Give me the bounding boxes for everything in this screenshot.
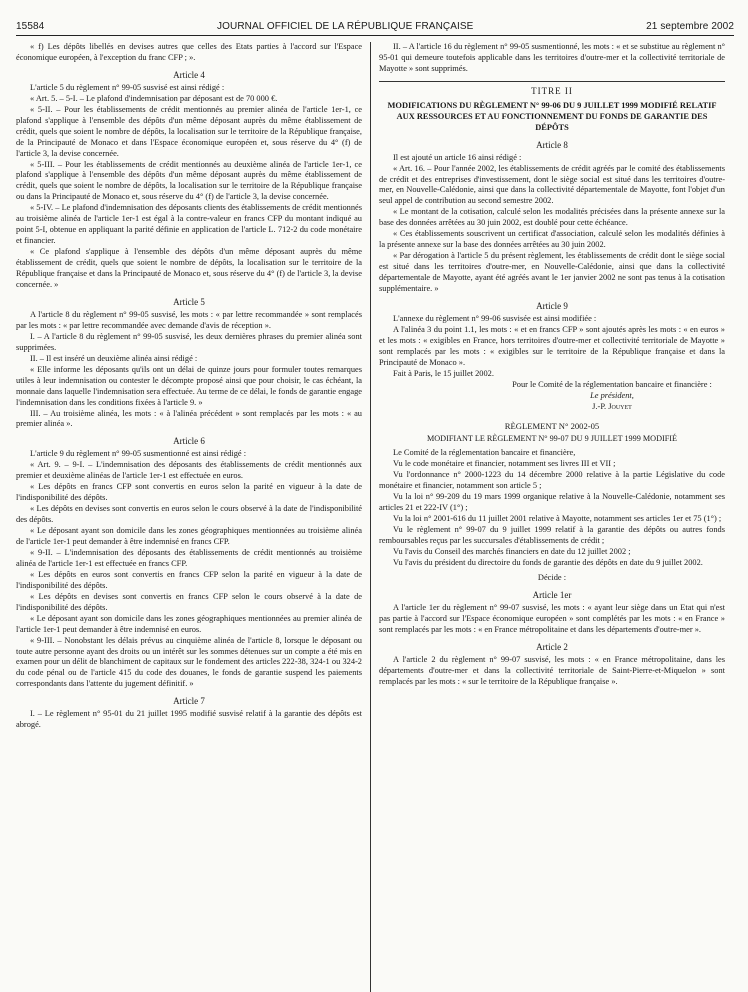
paragraph: A l'alinéa 3 du point 1.1, les mots : « et en francs CFP » sont ajoutés après les mots : « en euros » et les mots : « exigibles en France, hors territoires d'outre-mer et collectivité territoriale de Mayotte » sont remplacés par les mots : « exigibles sur le territoire de la République française et dans la Principauté de Monaco ». — [379, 324, 725, 367]
paragraph: A l'article 8 du règlement n° 99-05 susvisé, les mots : « par lettre recommandée » sont remplacés par les mots : « par lettre recommandée avec demande d'avis de réception ». — [16, 309, 362, 330]
paragraph: Vu l'ordonnance n° 2000-1223 du 14 décembre 2000 relative à la partie Législative du code monétaire et financier, notamment son article 5 ; — [379, 470, 725, 491]
page-header — [16, 0, 734, 36]
paragraph: « Ces établissements souscrivent un certificat d'association, calculé selon les modalités définies à la présente annexe sur la base des données arrêtées au 30 juin 2002. — [379, 229, 725, 250]
columns — [16, 42, 734, 992]
paragraph: I. – A l'article 8 du règlement n° 99-05 susvisé, les deux dernières phrases du premier alinéa sont supprimées. — [16, 331, 362, 352]
paragraph: III. – Au troisième alinéa, les mots : « à l'alinéa précédent » sont remplacés par les mots : « au premier alinéa ». — [16, 408, 362, 429]
paragraph: L'annexe du règlement n° 99-06 susvisée est ainsi modifiée : — [393, 313, 597, 323]
paragraph: A l'article 2 du règlement n° 99-07 susvisé, les mots : « en France métropolitaine, dans les départements d'outre-mer et dans la collectivité territoriale de Saint-Pierre-et-Miquelon » sont remplacés par les mots : « sur le territoire de la République française ». — [379, 654, 725, 686]
article-heading: Article 2 — [536, 641, 568, 652]
paragraph: « Ce plafond s'applique à l'ensemble des dépôts d'un même déposant auprès du même établissement de crédit, quels que soient le nombre de dépôts, la localisation sur le territoire de la République française et dans la Principauté de Monaco et, sous réserve du 4° (f) de l'article 3, la devise concernée. » — [16, 247, 362, 290]
paragraph: A l'article 1er du règlement n° 99-07 susvisé, les mots : « ayant leur siège dans un Etat qui n'est pas partie à l'accord sur l'Espace économique européen » sont complétés par les mots : « en France » sont remplacés par les mots : « en France métropolitaine et dans les départements d'outre-mer ». — [379, 602, 725, 634]
article-heading: Article 9 — [536, 301, 568, 312]
regulation-subtitle: MODIFIANT LE RÈGLEMENT N° 99-07 DU 9 JUILLET 1999 MODIFIÉ — [426, 433, 678, 443]
paragraph: Vu l'avis du Conseil des marchés financiers en date du 12 juillet 2002 ; — [393, 547, 631, 557]
journal-title: JOURNAL OFFICIEL DE LA RÉPUBLIQUE FRANÇAISE — [217, 21, 474, 32]
paragraph: « Les dépôts en devises sont convertis en euros selon le cours observé à la date de l'indisponibilité des dépôts. — [16, 504, 362, 525]
page-number: 15584 — [16, 21, 45, 32]
paragraph: « Art. 9. – 9-I. – L'indemnisation des déposants des établissements de crédit mentionnés aux premier et deuxième alinéas de l'article 1er-1 est effectuée en euros. — [16, 460, 362, 481]
article-heading: Article 7 — [173, 696, 205, 707]
issue-date: 21 septembre 2002 — [646, 21, 734, 32]
signature-name: J.-P. Jouyet — [592, 401, 632, 411]
paragraph: « Elle informe les déposants qu'ils ont un délai de quinze jours pour formuler toutes remarques utiles à leur indemnisation ou contester le décompte proposé ainsi que pour choisir, le cas échéant, la monnaie dans laquelle l'indemnisation sera effectuée. Au terme de ce délai, le fonds de garantie engage l'indemnisation dans les conditions fixées à l'article 9. » — [16, 364, 362, 407]
paragraph: Vu le code monétaire et financier, notamment ses livres III et VII ; — [393, 459, 616, 469]
paragraph: « Art. 5. – 5-I. – Le plafond d'indemnisation par déposant est de 70 000 €. — [30, 93, 278, 103]
signature-role: Le président, — [590, 390, 634, 400]
section-title: TITRE II — [379, 81, 725, 97]
paragraph: « Le déposant ayant son domicile dans les zones géographiques mentionnées au premier alinéa de l'article 1er-1 peut demander à être indemnisé en euros. — [16, 613, 362, 634]
right-column — [370, 42, 725, 992]
paragraph: Vu l'avis du président du directoire du fonds de garantie des dépôts en date du 9 juillet 2002. — [393, 557, 703, 567]
paragraph: II. – Il est inséré un deuxième alinéa ainsi rédigé : — [30, 353, 198, 363]
paragraph: « 9-II. – L'indemnisation des déposants des établissements de crédit mentionnés au troisième alinéa de l'article 1er-1 est effectuée en francs CFP. — [16, 547, 362, 568]
paragraph: « 5-III. – Pour les établissements de crédit mentionnés au deuxième alinéa de l'article 1er-1, ce plafond s'applique à l'ensemble des dépôts d'un même déposant auprès du même établissement de crédit, quels que soient le nombre de dépôts, la localisation sur le territoire de la République française ou dans la Principauté de Monaco et, sous réserve du 4° (f) de l'article 3, la devise concernée. — [16, 159, 362, 202]
article-heading: Article 6 — [173, 436, 205, 447]
section-heading: MODIFICATIONS DU RÈGLEMENT N° 99-06 DU 9 JUILLET 1999 MODIFIÉ RELATIF AUX RESSOURCES ET AU FONCTIONNEMENT DU FONDS DE GARANTIE DES DÉPÔTS — [387, 100, 717, 132]
paragraph: « Les dépôts en devises sont convertis en francs CFP selon le cours observé à la date de l'indisponibilité des dépôts. — [16, 591, 362, 612]
left-column — [16, 42, 370, 992]
paragraph: I. – Le règlement n° 95-01 du 21 juillet 1995 modifié susvisé relatif à la garantie des dépôts est abrogé. — [16, 709, 362, 730]
paragraph: Le Comité de la réglementation bancaire et financière, — [393, 448, 576, 458]
paragraph: « Les dépôts en francs CFP sont convertis en euros selon la parité en vigueur à la date de l'indisponibilité des dépôts. — [16, 482, 362, 503]
paragraph: Vu le règlement n° 99-07 du 9 juillet 1999 relatif à la garantie des dépôts ou autres fonds remboursables reçus par les succursales d'établissements de crédit ; — [379, 525, 725, 546]
paragraph: « Le montant de la cotisation, calculé selon les modalités précisées dans la présente annexe sur la base des données arrêtées au 30 juin 2002, est doublé pour cette échéance. — [379, 207, 725, 228]
paragraph: II. – A l'article 16 du règlement n° 99-05 susmentionné, les mots : « et se substitue au règlement n° 95-01 qui demeure toutefois applicable dans les territoires d'outre-mer et la collectivité territoriale de Mayotte » sont supprimés. — [379, 42, 725, 73]
decision-label: Décide : — [537, 572, 567, 582]
paragraph: « Par dérogation à l'article 5 du présent règlement, les établissements de crédit dont le siège social est situé dans les territoires d'outre-mer, en Nouvelle-Calédonie, ainsi que dans la collectivité départementale de Mayotte, ayant été agréés avant le 1er janvier 2002 ne sont pas tenus à la cotisation supplémentaire. » — [379, 251, 725, 294]
paragraph: « 9-III. – Nonobstant les délais prévus au cinquième alinéa de l'article 8, lorsque le déposant ou toute autre personne ayant des droits ou un intérêt sur les sommes détenues sur un compte a été mis en examen pour un délit de blanchiment de capitaux sur le fondement des articles 222-38, 324-1 ou 324-2 du code pénal ou de l'article 415 du code des douanes, le fonds de garantie suspend les paiements correspondants dans l'attente du jugement définitif. » — [16, 635, 362, 689]
article-heading: Article 4 — [173, 69, 205, 80]
paragraph: Vu la loi n° 2001-616 du 11 juillet 2001 relative à Mayotte, notamment ses articles 1er et 75 (1°) ; — [393, 514, 722, 524]
paragraph: « Le déposant ayant son domicile dans les zones géographiques mentionnées au troisième alinéa de l'article 1er-1 peut demander à être indemnisé en francs CFP. — [16, 526, 362, 546]
paragraph: Fait à Paris, le 15 juillet 2002. — [393, 368, 494, 378]
paragraph: « Art. 16. – Pour l'année 2002, les établissements de crédit agréés par le comité des établissements de crédit et des entreprises d'investissement, dont le siège social est situé dans les territoires d'outre-mer, en Nouvelle-Calédonie, ainsi que dans la collectivité départementale de Mayotte, font l'objet d'un seul appel de contribution au second semestre 2002. — [379, 163, 725, 206]
paragraph: L'article 9 du règlement n° 99-05 susmentionné est ainsi rédigé : — [30, 449, 247, 459]
regulation-title: RÈGLEMENT N° 2002-05 — [504, 420, 600, 431]
article-heading: Article 5 — [173, 296, 205, 307]
paragraph: « f) Les dépôts libellés en devises autres que celles des Etats parties à l'accord sur l'Espace économique européen, à l'exception du franc CFP ; ». — [16, 42, 362, 62]
paragraph: L'article 5 du règlement n° 99-05 susvisé est ainsi rédigé : — [30, 82, 225, 92]
paragraph: « 5-IV. – Le plafond d'indemnisation des déposants clients des établissements de crédit mentionnés au troisième alinéa de l'article 1er-1 est égal à la contre-valeur en francs CFP du montant indiqué au point 5-I, obtenue en appliquant la parité définie en application de l'article L. 712-2 du code monétaire et financier. — [16, 203, 362, 246]
paragraph: « Les dépôts en euros sont convertis en francs CFP selon la parité en vigueur à la date de l'indisponibilité des dépôts. — [16, 569, 362, 590]
paragraph: Vu la loi n° 99-209 du 19 mars 1999 organique relative à la Nouvelle-Calédonie, notamment ses articles 21 et 222-IV (1°) ; — [379, 492, 725, 513]
paragraph: Il est ajouté un article 16 ainsi rédigé : — [393, 152, 522, 162]
paragraph: « 5-II. – Pour les établissements de crédit mentionnés au premier alinéa de l'article 1er-1, ce plafond s'applique à l'ensemble des dépôts d'un même déposant auprès du même établissement de crédit, quels que soient le nombre de dépôts, la localisation sur le territoire de la République française, de la Principauté de Monaco et dans l'Espace économique européen et, sous réserve du 4° (f) de l'article 3, la devise concernée. — [16, 104, 362, 158]
article-heading: Article 1er — [532, 589, 572, 600]
signature-committee: Pour le Comité de la réglementation bancaire et financière : — [512, 379, 712, 389]
article-heading: Article 8 — [536, 139, 568, 150]
